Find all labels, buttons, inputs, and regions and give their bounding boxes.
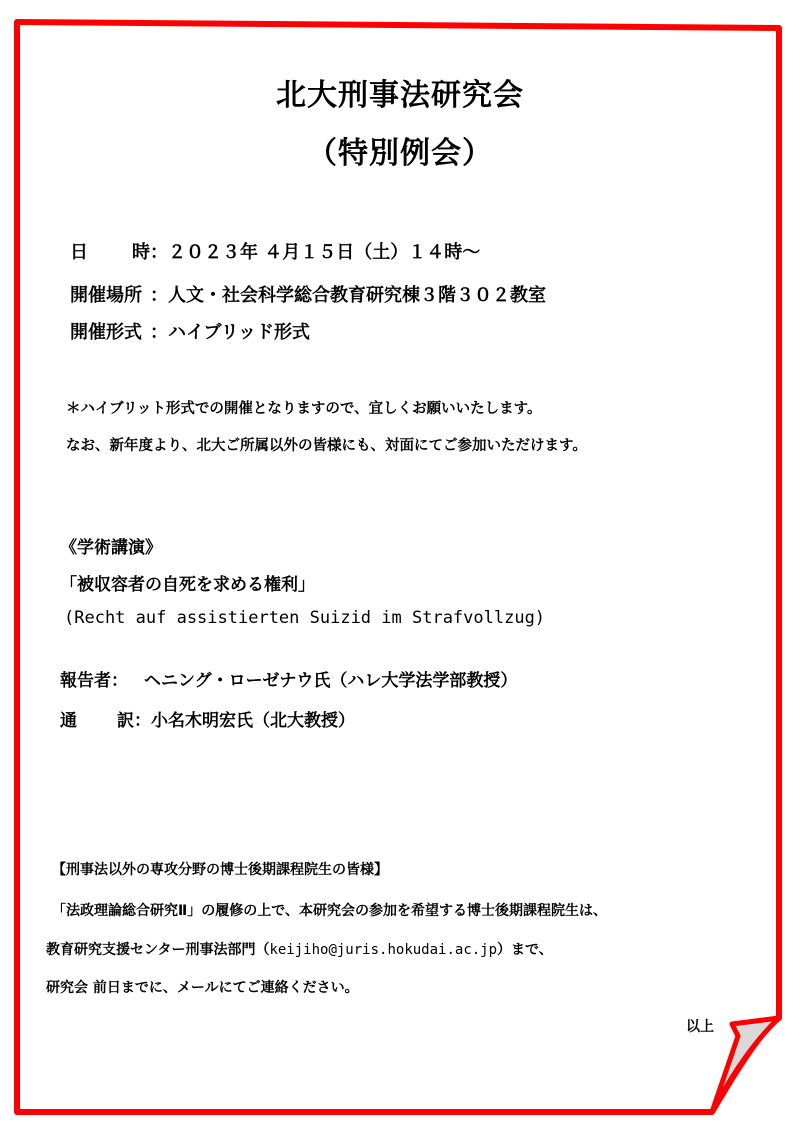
reporter-value: ヘニング・ローゼナウ氏（ハレ大学法学部教授） [144,671,518,691]
doctoral-line-3: 研究会 前日までに、メールにてご連絡ください。 [46,980,359,996]
page-subtitle: （特別例会） [307,136,493,171]
format-label: 開催形式 [70,322,142,343]
format-sep: ： [150,322,168,343]
lecture-title-ja: 「被収容者の自死を求める権利」 [60,575,315,595]
interpreter-sep: ： [134,711,151,731]
lecture-title-de: (Recht auf assistierten Suizid im Strafvollzug) [64,608,546,628]
doctoral-line-1: 「法政理論総合研究Ⅱ」の履修の上で、本研究会の参加を希望する博士後期課程院生は、 [52,903,607,919]
place-sep: ： [150,285,168,306]
interpreter-label: 通 訳 [60,711,134,731]
contact-email: keijiho@juris.hokudai.ac.jp [269,942,498,958]
date-row [70,238,480,264]
place-label: 開催場所 [70,285,142,306]
note-line-1: ＊ハイブリット形式での開催となりますので、宜しくお願いいたします。 [66,401,542,417]
place-row [70,281,546,307]
closing-text: 以上 [686,1019,714,1035]
page-curl-icon [712,1018,779,1112]
place-value: 人文・社会科学総合教育研究棟３階３０２教室 [168,285,546,306]
page-title: 北大刑事法研究会 [276,78,524,113]
doctoral-line-2 [46,939,553,959]
date-value: ２０２３年 ４月１５日（土）１４時～ [168,242,481,263]
note-line-2: なお、新年度より、北大ご所属以外の皆様にも、対面にてご参加いただけます。 [66,438,587,454]
reporter-label: 報告者： [60,671,128,691]
doctoral-line-2-prefix: 教育研究支援センター刑事法部門（ [46,942,270,958]
doctoral-heading: 【刑事法以外の専攻分野の博士後期課程院生の皆様】 [52,862,388,878]
doctoral-line-2-suffix: ）まで、 [497,942,553,958]
format-row [70,318,310,344]
reporter-row [60,666,517,691]
interpreter-row [60,706,355,731]
interpreter-value: 小名木明宏氏（北大教授） [151,711,355,731]
date-label: 日 時 [70,242,150,263]
lecture-section-heading: 《学術講演》 [60,538,162,558]
date-sep: ： [150,242,168,263]
format-value: ハイブリッド形式 [168,322,311,343]
